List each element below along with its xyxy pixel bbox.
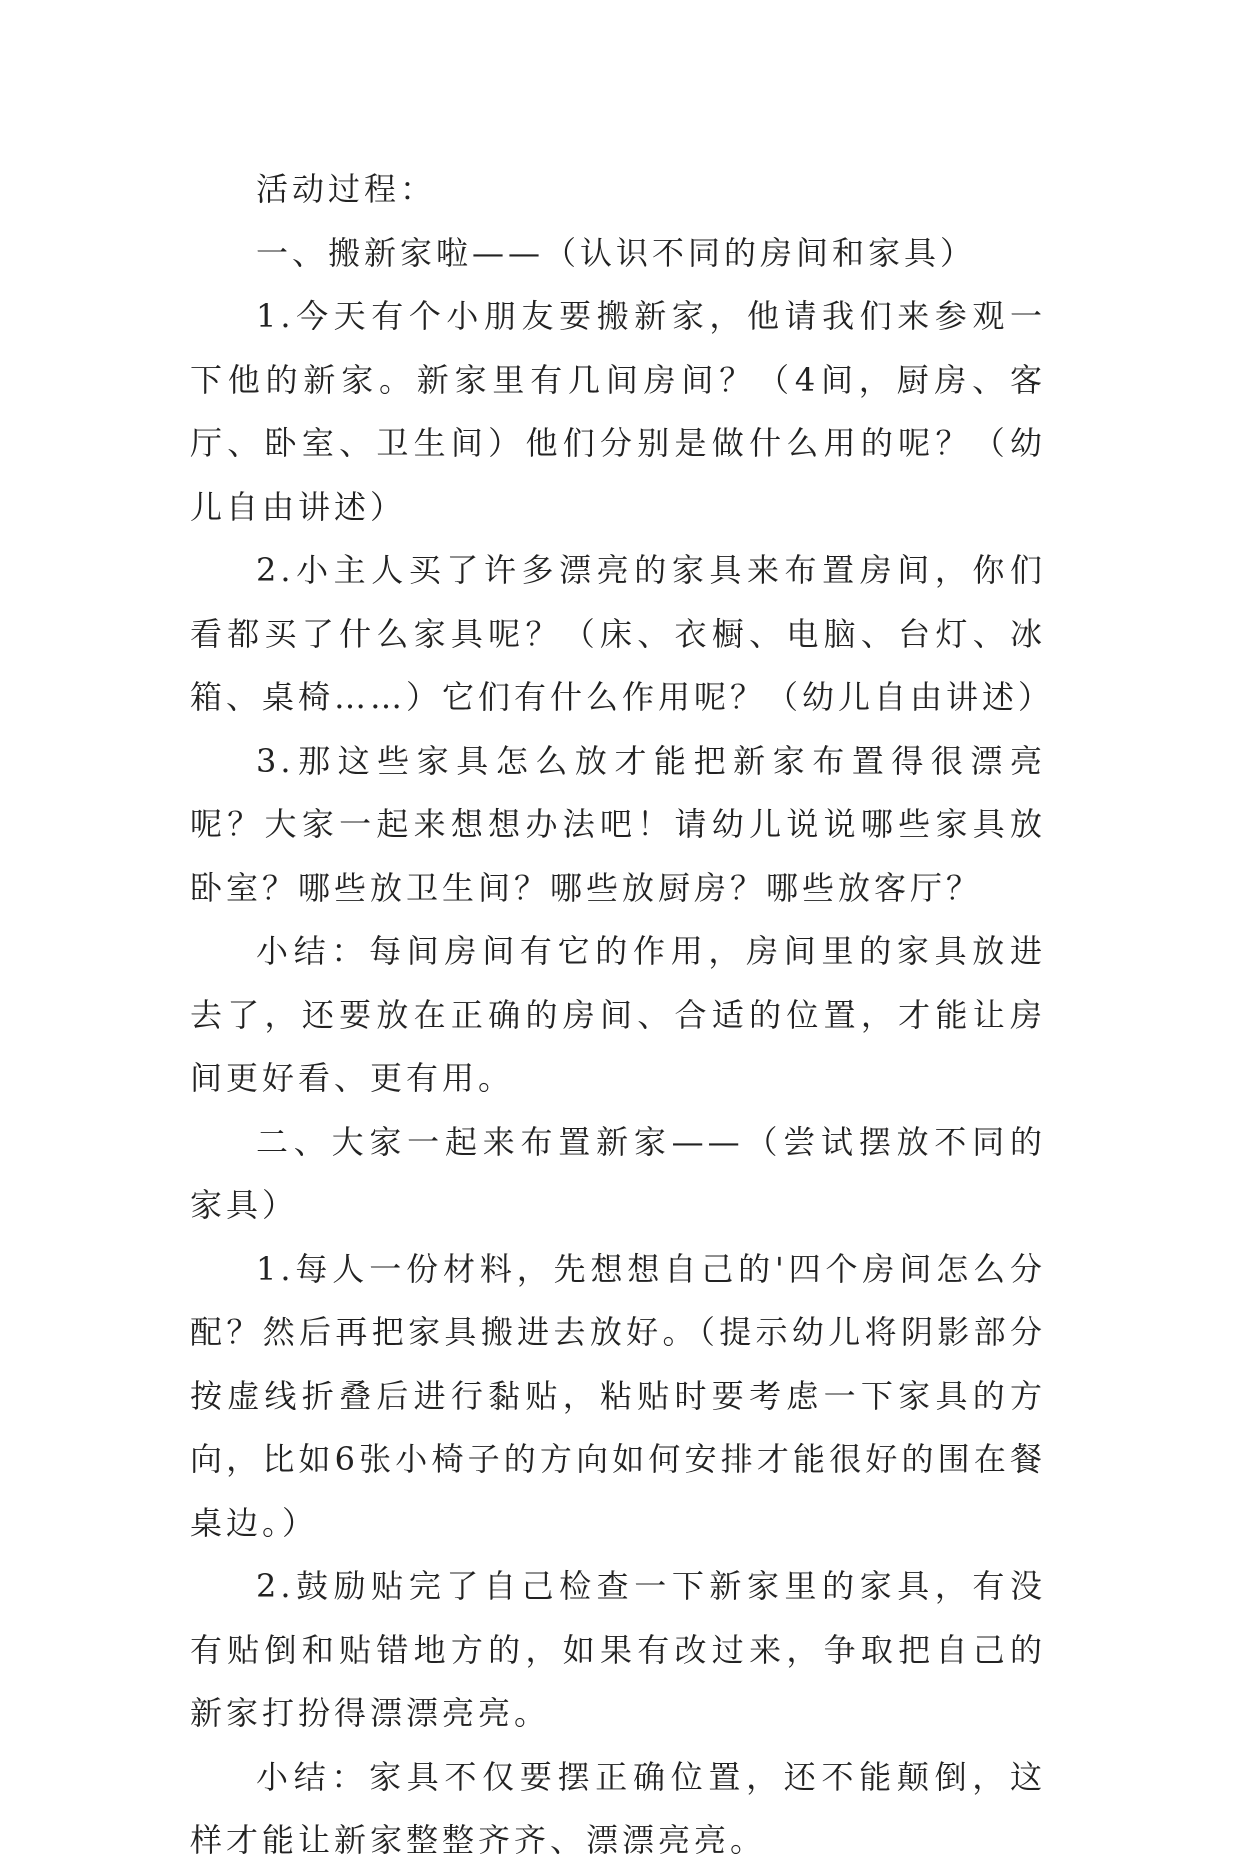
section-heading-activity-process: 活动过程： xyxy=(256,170,437,208)
document-body xyxy=(190,158,1055,1873)
section-heading-arrange-house: 二、大家一起来布置新家——（尝试摆放不同的家具） xyxy=(190,1122,1046,1224)
section-heading-moving-house: 一、搬新家啦——（认识不同的房间和家具） xyxy=(256,233,977,272)
paragraph-step-2: 2.小主人买了许多漂亮的家具来布置房间，你们看都买了什么家具呢？（床、衣橱、电脑、台灯、冰箱、桌椅……）它们有什么作用呢？（幼儿自由讲述） xyxy=(190,551,1055,716)
paragraph-summary-2: 小结：家具不仅要摆正确位置，还不能颠倒，这样才能让新家整整齐齐、漂漂亮亮。 xyxy=(190,1757,1046,1859)
paragraph-step-1: 1.今天有个小朋友要搬新家，他请我们来参观一下他的新家。新家里有几间房间？（4间，厨房、客厅、卧室、卫生间）他们分别是做什么用的呢？（幼儿自由讲述） xyxy=(190,297,1046,526)
paragraph-summary-1: 小结：每间房间有它的作用，房间里的家具放进去了，还要放在正确的房间、合适的位置，才能让房间更好看、更有用。 xyxy=(190,932,1046,1097)
paragraph-arrange-step-1: 1.每人一份材料，先想想自己的'四个房间怎么分配？然后再把家具搬进去放好。（提示幼儿将阴影部分按虚线折叠后进行黏贴，粘贴时要考虑一下家具的方向，比如6张小椅子的方向如何安排才能很好的围在餐桌边。） xyxy=(190,1249,1046,1542)
paragraph-step-3: 3.那这些家具怎么放才能把新家布置得很漂亮呢？大家一起来想想办法吧！请幼儿说说哪些家具放卧室？哪些放卫生间？哪些放厨房？哪些放客厅？ xyxy=(190,741,1046,907)
paragraph-arrange-step-2: 2.鼓励贴完了自己检查一下新家里的家具，有没有贴倒和贴错地方的，如果有改过来，争取把自己的新家打扮得漂漂亮亮。 xyxy=(190,1567,1046,1732)
